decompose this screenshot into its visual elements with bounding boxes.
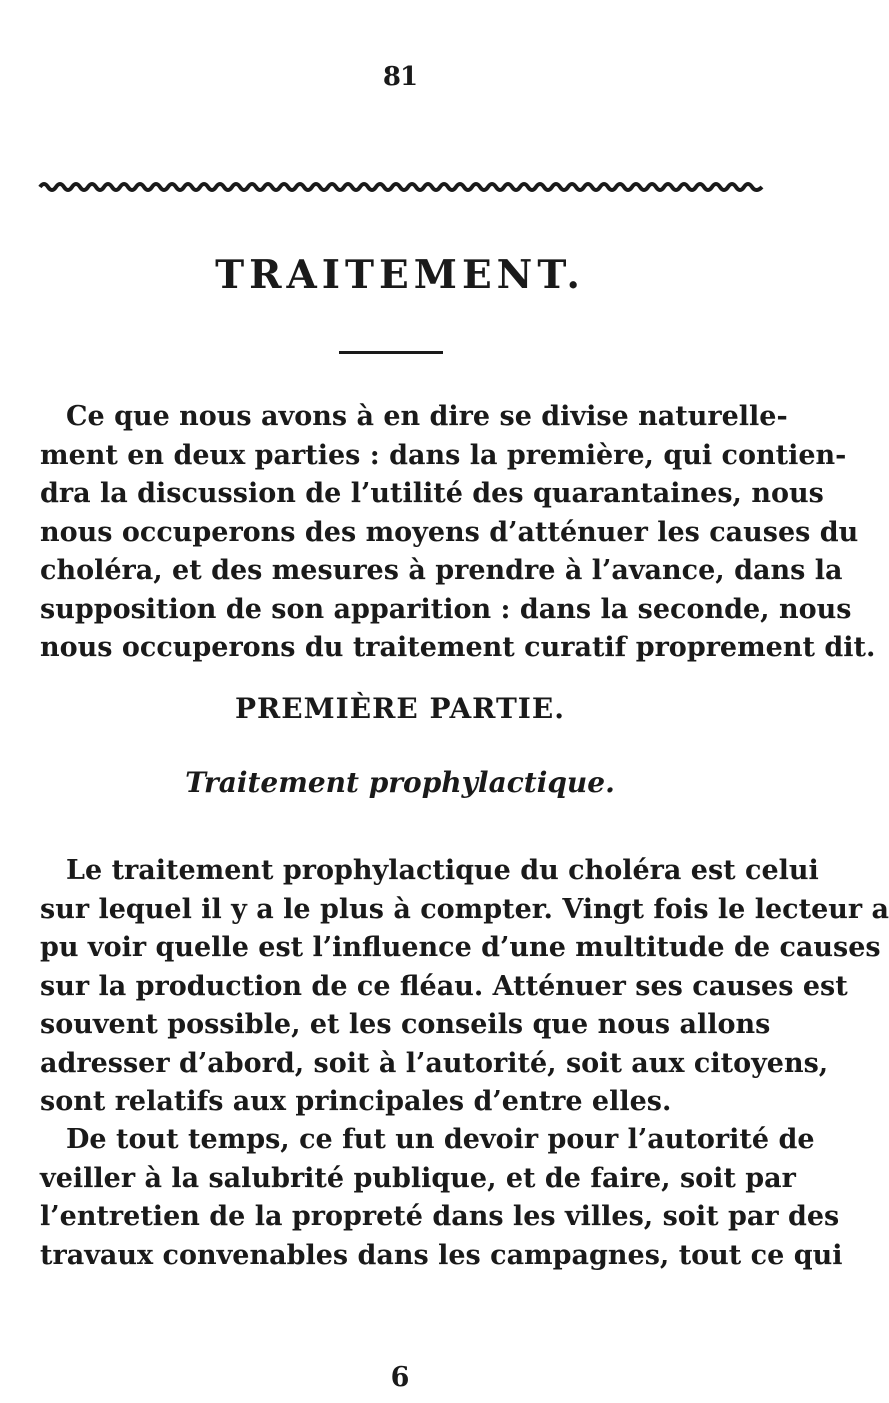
text-line: nous occuperons du traitement curatif proprement dit. [40,632,876,663]
text-line: choléra, et des mesures à prendre à l’avance, dans la [40,555,843,586]
signature-mark: 6 [390,1362,410,1393]
part-subheading: Traitement prophylactique. [185,766,615,799]
text-line: sont relatifs aux principales d’entre elles. [40,1086,672,1117]
text-line: pu voir quelle est l’influence d’une multitude de causes [40,932,881,963]
section-title: TRAITEMENT. [215,252,585,298]
text-line: adresser d’abord, soit à l’autorité, soit aux citoyens, [40,1047,829,1079]
text-line: Ce que nous avons à en dire se divise naturelle- [66,401,788,432]
ornamental-border [40,180,762,194]
body-paragraph-2 [40,1121,843,1275]
text-line: l’entretien de la propreté dans les villes, soit par des [40,1201,840,1232]
body-paragraph-1 [40,852,889,1122]
page-number: 81 [382,62,418,92]
text-line: De tout temps, ce fut un devoir pour l’autorité de [66,1124,815,1155]
text-line: nous occuperons des moyens d’atténuer les causes du [40,516,859,548]
part-heading: PREMIÈRE PARTIE. [234,692,565,725]
text-line: dra la discussion de l’utilité des quarantaines, nous [40,478,824,509]
intro-paragraph [40,398,876,668]
text-line: travaux convenables dans les campagnes, tout ce qui [40,1239,843,1271]
text-line: sur lequel il y a le plus à compter. Vingt fois le lecteur a [40,893,889,925]
title-rule [339,351,443,354]
text-line: sur la production de ce fléau. Atténuer ses causes est [40,970,848,1002]
text-line: ment en deux parties : dans la première, qui contien- [40,439,847,471]
text-line: souvent possible, et les conseils que nous allons [40,1009,771,1040]
text-line: Le traitement prophylactique du choléra est celui [66,855,819,886]
text-line: supposition de son apparition : dans la seconde, nous [40,593,852,625]
text-line: veiller à la salubrité publique, et de faire, soit par [40,1162,796,1194]
